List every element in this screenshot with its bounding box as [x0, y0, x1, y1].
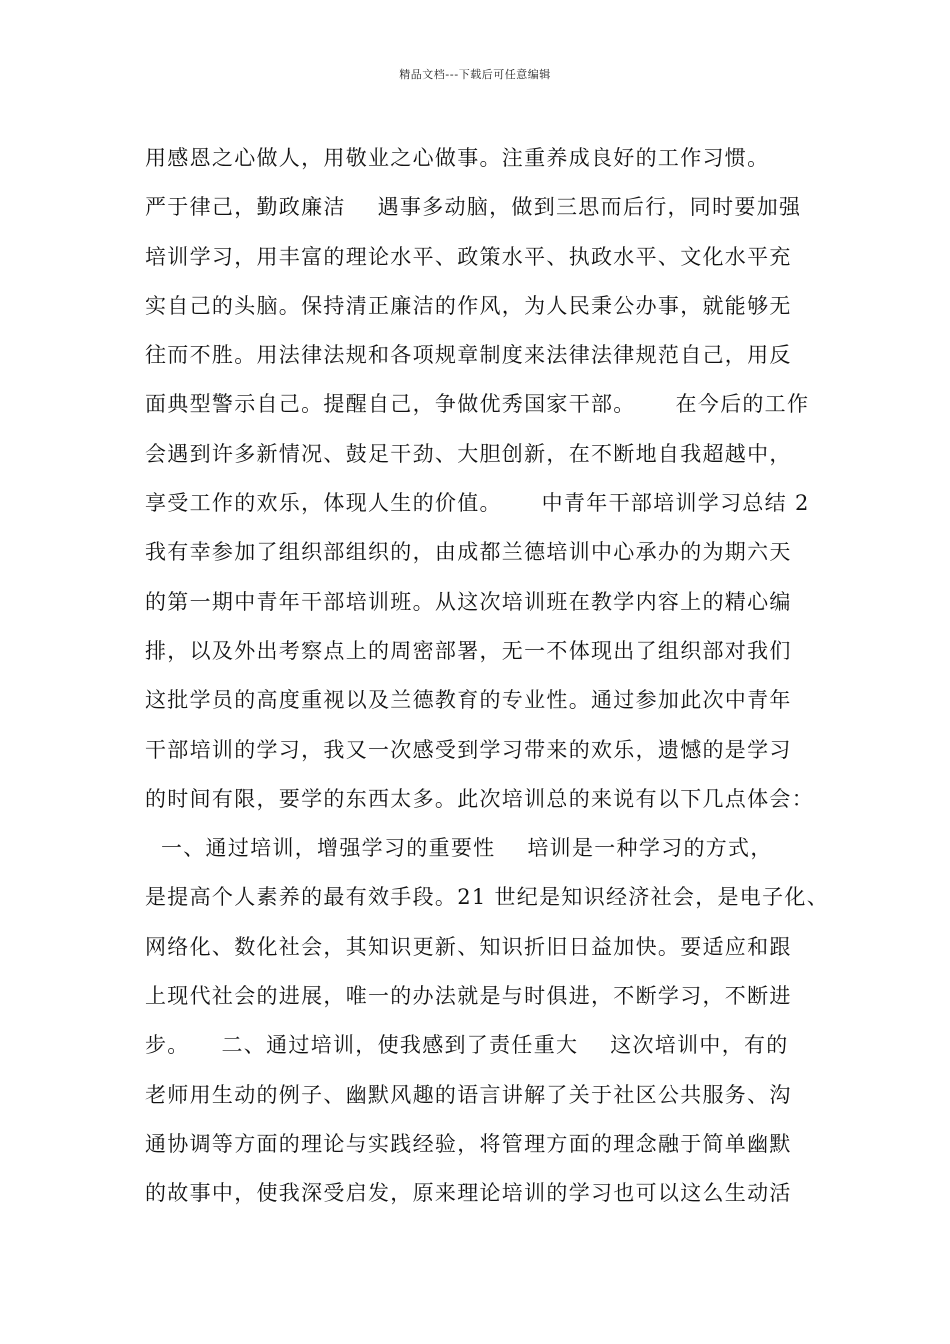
text-line: 是提高个人素养的最有效手段。21 世纪是知识经济社会，是电子化、 [145, 885, 829, 910]
text-line: 上现代社会的进展，唯一的办法就是与时俱进，不断学习，不断进 [145, 984, 792, 1009]
text-line: 往而不胜。用法律法规和各项规章制度来法律法律规范自己，用反 [145, 343, 792, 368]
text-line: 会遇到许多新情况、鼓足干劲、大胆创新，在不断地自我超越中， [145, 441, 792, 466]
body-text [145, 134, 845, 1219]
text-line: 的第一期中青年干部培训班。从这次培训班在教学内容上的精心编 [145, 589, 792, 614]
text-line: 的时间有限，要学的东西太多。此次培训总的来说有以下几点体会： [145, 786, 814, 811]
text-line: 享受工作的欢乐，体现人生的价值。 中青年干部培训学习总结 2 [145, 491, 810, 516]
text-line: 排，以及外出考察点上的周密部署，无一不体现出了组织部对我们 [145, 638, 792, 663]
text-line: 干部培训的学习，我又一次感受到学习带来的欢乐，遗憾的是学习 [145, 737, 792, 762]
text-line: 步。 二、通过培训，使我感到了责任重大 这次培训中，有的 [145, 1033, 789, 1058]
text-line: 我有幸参加了组织部组织的，由成都兰德培训中心承办的为期六天 [145, 540, 792, 565]
text-line: 这批学员的高度重视以及兰德教育的专业性。通过参加此次中青年 [145, 688, 792, 713]
text-line: 用感恩之心做人，用敬业之心做事。注重养成良好的工作习惯。 [145, 146, 770, 170]
text-line: 网络化、数化社会，其知识更新、知识折旧日益加快。要适应和跟 [145, 934, 792, 959]
text-line: 的故事中，使我深受启发，原来理论培训的学习也可以这么生动活 [145, 1181, 792, 1206]
text-line: 一、通过培训，增强学习的重要性 培训是一种学习的方式， [145, 836, 773, 861]
text-line: 培训学习，用丰富的理论水平、政策水平、执政水平、文化水平充 [145, 244, 792, 269]
text-line: 面典型警示自己。提醒自己，争做优秀国家干部。 在今后的工作 [145, 392, 810, 417]
page-header: 精品文档---下载后可任意编辑 [399, 68, 551, 81]
text-line: 严于律己，勤政廉洁 遇事多动脑，做到三思而后行，同时要加强 [145, 195, 802, 220]
text-line: 通协调等方面的理论与实践经验，将管理方面的理念融于简单幽默 [145, 1131, 792, 1156]
text-line: 老师用生动的例子、幽默风趣的语言讲解了关于社区公共服务、沟 [145, 1082, 792, 1107]
text-line: 实自己的头脑。保持清正廉洁的作风，为人民秉公办事，就能够无 [145, 293, 792, 318]
